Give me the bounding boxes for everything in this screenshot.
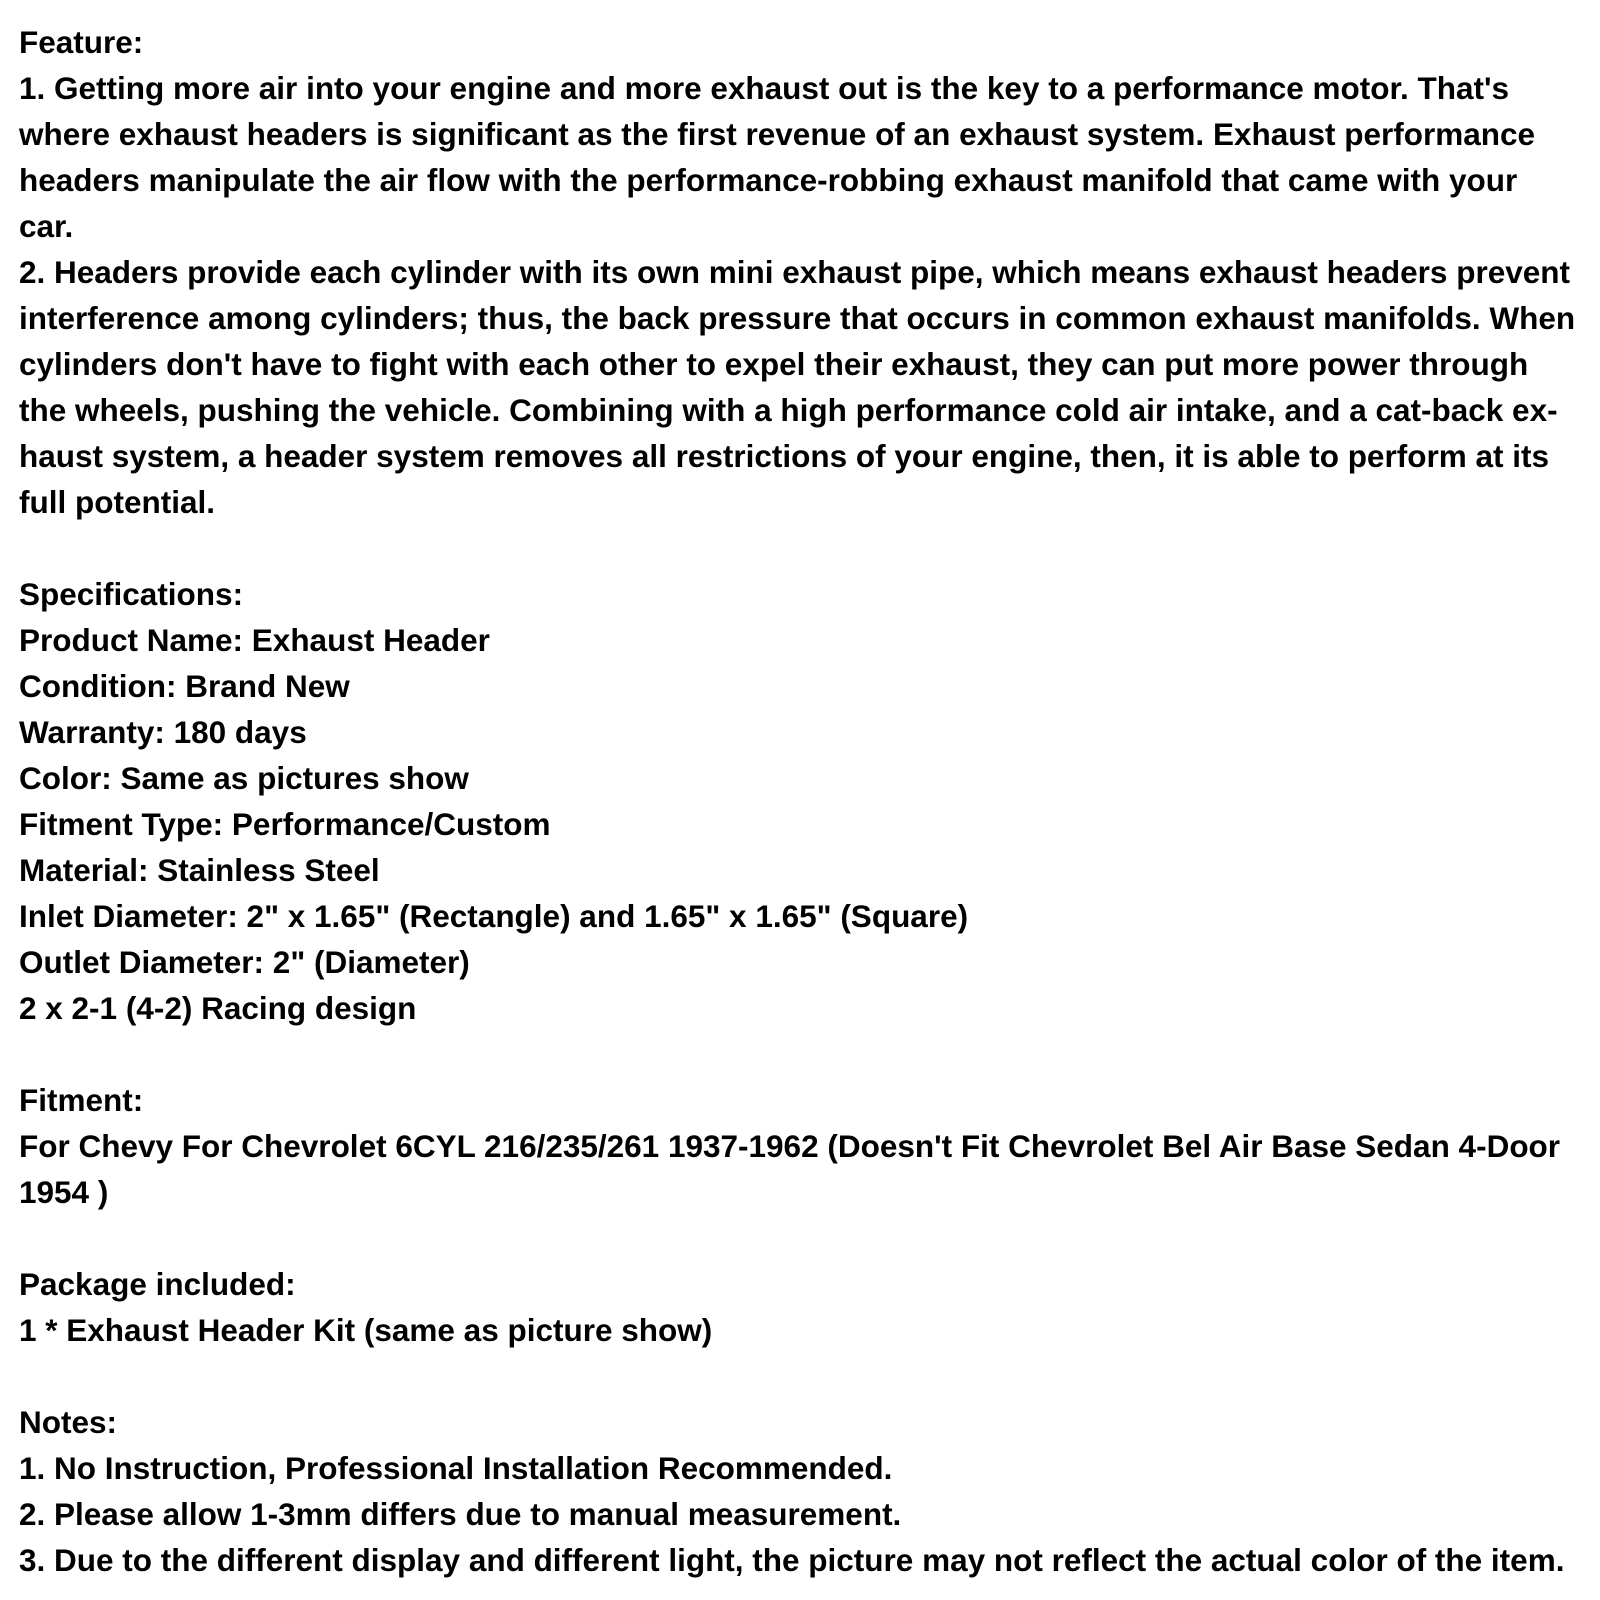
package-heading: Package included: bbox=[19, 1266, 296, 1302]
feature-line: interference among cylinders; thus, the back pressure that occurs in common exhaust manifolds. When bbox=[19, 300, 1576, 336]
feature-heading: Feature: bbox=[19, 24, 144, 60]
spec-color: Color: Same as pictures show bbox=[19, 760, 469, 796]
fitment-line: For Chevy For Chevrolet 6CYL 216/235/261 1937-1962 (Doesn't Fit Chevrolet Bel Air Base Sedan 4-Door bbox=[19, 1128, 1561, 1164]
spec-warranty: Warranty: 180 days bbox=[19, 714, 307, 750]
section-specifications bbox=[19, 571, 1600, 1031]
spec-racing-design: 2 x 2-1 (4-2) Racing design bbox=[19, 990, 417, 1026]
feature-line: car. bbox=[19, 208, 74, 244]
notes-line: 3. Due to the different display and different light, the picture may not reflect the actual color of the item. bbox=[19, 1542, 1565, 1578]
spec-material: Material: Stainless Steel bbox=[19, 852, 380, 888]
spec-outlet-diameter: Outlet Diameter: 2" (Diameter) bbox=[19, 944, 470, 980]
spec-fitment-type: Fitment Type: Performance/Custom bbox=[19, 806, 551, 842]
section-notes bbox=[19, 1399, 1600, 1583]
feature-line: cylinders don't have to fight with each other to expel their exhaust, they can put more power through bbox=[19, 346, 1529, 382]
section-fitment bbox=[19, 1077, 1600, 1215]
feature-line: headers manipulate the air flow with the performance-robbing exhaust manifold that came with your bbox=[19, 162, 1518, 198]
section-feature bbox=[19, 19, 1600, 525]
fitment-line: 1954 ) bbox=[19, 1174, 109, 1210]
section-package-included bbox=[19, 1261, 1600, 1353]
feature-line: haust system, a header system removes all restrictions of your engine, then, it is able to perform at its bbox=[19, 438, 1549, 474]
feature-line: where exhaust headers is significant as the first revenue of an exhaust system. Exhaust performance bbox=[19, 116, 1536, 152]
feature-line: full potential. bbox=[19, 484, 215, 520]
specifications-heading: Specifications: bbox=[19, 576, 244, 612]
package-line: 1 * Exhaust Header Kit (same as picture show) bbox=[19, 1312, 713, 1348]
feature-line: the wheels, pushing the vehicle. Combining with a high performance cold air intake, and a cat-back ex- bbox=[19, 392, 1558, 428]
notes-line: 2. Please allow 1-3mm differs due to manual measurement. bbox=[19, 1496, 902, 1532]
notes-heading: Notes: bbox=[19, 1404, 118, 1440]
spec-inlet-diameter: Inlet Diameter: 2" x 1.65" (Rectangle) and 1.65" x 1.65" (Square) bbox=[19, 898, 969, 934]
spec-product-name: Product Name: Exhaust Header bbox=[19, 622, 490, 658]
feature-line: 2. Headers provide each cylinder with its own mini exhaust pipe, which means exhaust headers prevent bbox=[19, 254, 1570, 290]
notes-line: 1. No Instruction, Professional Installation Recommended. bbox=[19, 1450, 893, 1486]
spec-condition: Condition: Brand New bbox=[19, 668, 350, 704]
fitment-heading: Fitment: bbox=[19, 1082, 144, 1118]
feature-line: 1. Getting more air into your engine and more exhaust out is the key to a performance motor. That's bbox=[19, 70, 1510, 106]
